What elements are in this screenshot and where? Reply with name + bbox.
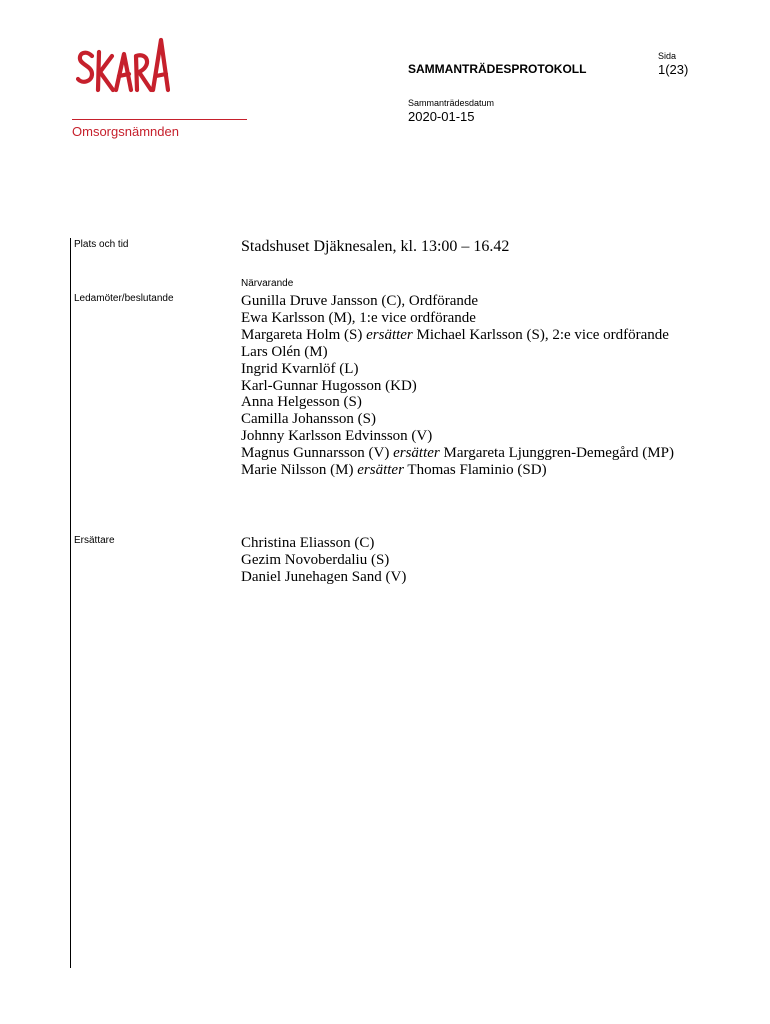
member-name: Margareta Holm (S) — [241, 326, 367, 343]
alternates-label: Ersättare — [74, 535, 115, 546]
member-name: Magnus Gunnarsson (V) — [241, 445, 394, 462]
member-replaced: Thomas Flaminio (SD) — [403, 462, 547, 479]
page-label: Sida — [658, 51, 677, 61]
page-number: 1(23) — [658, 62, 689, 77]
member-replaced: Michael Karlsson (S), 2:e vice ordförande — [412, 326, 669, 343]
member-name: Marie Nilsson (M) — [241, 462, 358, 479]
org-underline — [72, 119, 247, 120]
alternate-entry: Christina Eliasson (C) — [241, 535, 375, 551]
document-title: SAMMANTRÄDESPROTOKOLL — [408, 62, 587, 76]
substitutes-word: ersätter — [357, 462, 404, 479]
meeting-date-label: Sammanträdesdatum — [408, 98, 495, 108]
member-entry: Ingrid Kvarnlöf (L) — [241, 360, 359, 377]
member-entry: Gunilla Druve Jansson (C), Ordförande — [241, 293, 479, 309]
member-entry: Karl-Gunnar Hugosson (KD) — [241, 377, 417, 394]
member-entry — [241, 462, 674, 479]
alternate-entry: Gezim Novoberdaliu (S) — [241, 551, 390, 568]
alternates-list — [241, 535, 406, 586]
member-entry: Johnny Karlsson Edvinsson (V) — [241, 428, 433, 445]
skara-logo — [76, 36, 170, 99]
substitutes-word: ersätter — [393, 445, 440, 462]
meeting-date-value: 2020-01-15 — [408, 109, 475, 124]
substitutes-word: ersätter — [366, 326, 413, 343]
member-replaced: Margareta Ljunggren-Demegård (MP) — [439, 445, 674, 462]
margin-rule — [70, 238, 71, 968]
members-label: Ledamöter/beslutande — [74, 293, 174, 304]
member-entry: Ewa Karlsson (M), 1:e vice ordförande — [241, 309, 476, 326]
member-entry: Lars Olén (M) — [241, 343, 328, 360]
place-time-value: Stadshuset Djäknesalen, kl. 13:00 – 16.42 — [241, 238, 510, 255]
org-name: Omsorgsnämnden — [72, 124, 179, 139]
member-entry — [241, 445, 674, 462]
members-list — [241, 293, 674, 479]
alternate-entry: Daniel Junehagen Sand (V) — [241, 568, 407, 585]
member-entry: Anna Helgesson (S) — [241, 394, 362, 411]
present-label: Närvarande — [241, 278, 294, 289]
member-entry — [241, 327, 674, 344]
member-entry: Camilla Johansson (S) — [241, 411, 376, 428]
place-time-label: Plats och tid — [74, 239, 129, 250]
